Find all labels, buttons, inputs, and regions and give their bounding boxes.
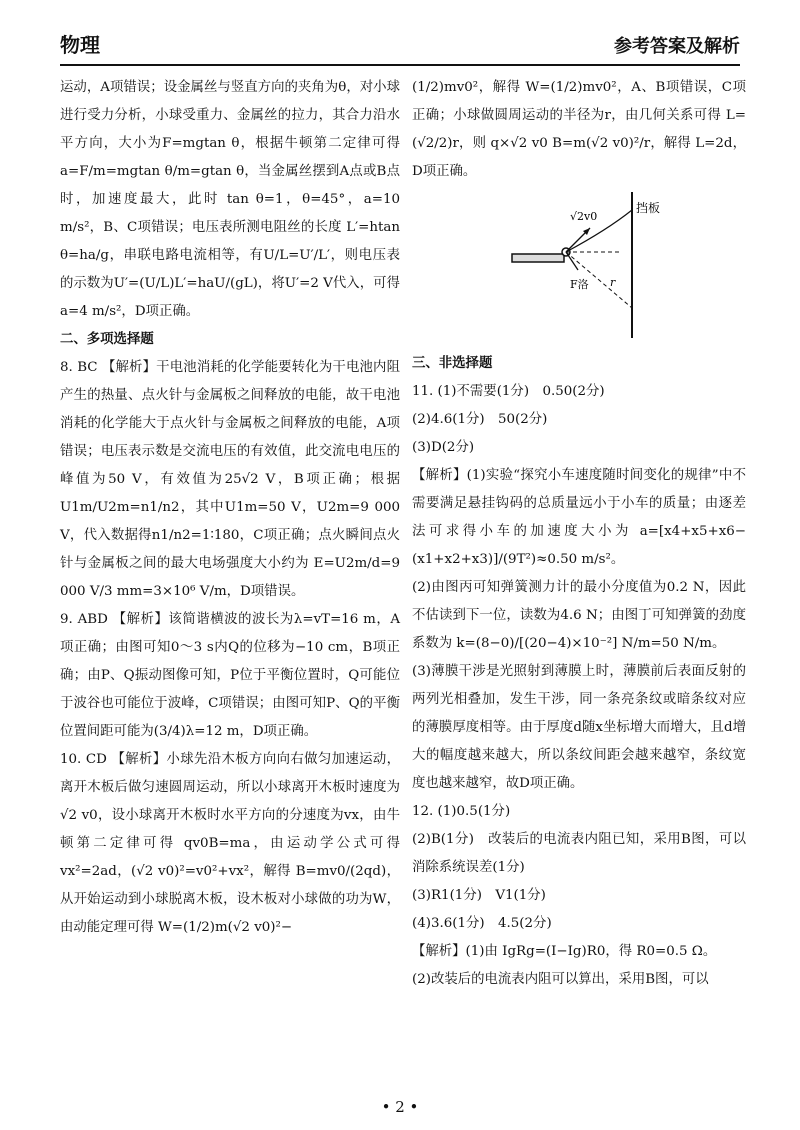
force-label: F洛	[570, 278, 589, 291]
physics-figure	[412, 190, 746, 340]
section-heading-multiple-choice: 二、多项选择题	[60, 332, 154, 347]
page-header	[60, 24, 740, 66]
radius-label: r	[610, 276, 616, 289]
velocity-label: √2v0	[570, 210, 598, 223]
answer-12-2: (2)B(1分) 改装后的电流表内阻已知，采用B图，可以消除系统误差(1分)	[412, 832, 746, 875]
baffle-label: 挡板	[636, 201, 661, 215]
board-diagram	[512, 190, 661, 340]
answer-8: 8. BC 【解析】干电池消耗的化学能要转化为干电池内阻产生的热量、点火针与金属板之间释放的电能，故干电池消耗的化学能大于点火针与金属板之间释放的电能，A项错误；电压表示数是交流电压的有效值，此交流电电压的峰值为50 V，有效值为25√2 V，B项正确；根据U1m/U2m=n1/n2，其中U1m=50 V，U2m=9 000 V，代入数据得n1/n2=1∶180，C项正确；点火瞬间点火针与金属板之间的最大电场强度大小约为 E=U2m/d=9 000 V/3 mm=3×10⁶ V/m，D项错误。	[60, 360, 400, 599]
wooden-board	[512, 254, 564, 262]
analysis-11-3: (3)薄膜干涉是光照射到薄膜上时，薄膜前后表面反射的两列光相叠加，发生干涉，同一条亮条纹或暗条纹对应的薄膜厚度相等。由于厚度d随x坐标增大而增大，且d增大的幅度越来越大，所以条纹间距会越来越窄，条纹宽度也越来越窄，故D项正确。	[412, 664, 746, 791]
answer-12-1: 12. (1)0.5(1分)	[412, 804, 511, 819]
answer-12-3: (3)R1(1分) V1(1分)	[412, 888, 546, 903]
section-heading-non-choice: 三、非选择题	[412, 356, 493, 371]
answer-11-2: (2)4.6(1分) 50(2分)	[412, 412, 548, 427]
answer-12-4: (4)3.6(1分) 4.5(2分)	[412, 916, 552, 931]
left-column	[60, 74, 400, 942]
answer-9: 9. ABD 【解析】该简谐横波的波长为λ=vT=16 m，A项正确；由图可知0～3 s内Q的位移为−10 cm，B项正确；由P、Q振动图像可知，P位于平衡位置时，Q可能位于波谷也可能位于波峰，C项错误；由图可知P、Q的平衡位置间距可能为(3/4)λ=12 m，D项正确。	[60, 612, 400, 739]
right-column	[412, 74, 746, 994]
answer-11-1: 11. (1)不需要(1分) 0.50(2分)	[412, 384, 605, 399]
answer-11-3: (3)D(2分)	[412, 440, 475, 455]
force-arrow	[566, 252, 578, 270]
section-title: 参考答案及解析	[614, 36, 740, 57]
analysis-12-2: (2)改装后的电流表内阻可以算出，采用B图，可以	[412, 972, 709, 987]
subject-title: 物理	[60, 33, 100, 57]
paragraph: 运动，A项错误；设金属丝与竖直方向的夹角为θ，对小球进行受力分析，小球受重力、金属丝的拉力，其合力沿水平方向，大小为F=mgtan θ，根据牛顿第二定律可得 a=F/m=mgtan θ/m=gtan θ，当金属丝摆到A点或B点时，加速度最大，此时 tan θ=1，θ=45°，a=10 m/s²，B、C项错误；电压表所测电阻丝的长度 L′=htan θ=ha/g，串联电路电流相等，有U/L=U′/L′，则电压表的示数为U′=(U/L)L′=haU/(gL)，将U′=2 V代入，可得 a=4 m/s²，D项正确。	[60, 80, 400, 319]
page-number: • 2 •	[381, 1098, 419, 1116]
analysis-11-2: (2)由图丙可知弹簧测力计的最小分度值为0.2 N，因此不估读到下一位，读数为4.6 N；由图丁可知弹簧的劲度系数为 k=(8−0)/[(20−4)×10⁻²] N/m=50 N/m。	[412, 580, 746, 651]
analysis-12-1: 【解析】(1)由 IgRg=(I−Ig)R0，得 R0=0.5 Ω。	[412, 944, 717, 959]
analysis-11-1: 【解析】(1)实验“探究小车速度随时间变化的规律”中不需要满足悬挂钩码的总质量远小于小车的质量；由逐差法可求得小车的加速度大小为 a=[x4+x5+x6−(x1+x2+x3)]/(9T²)≈0.50 m/s²。	[412, 468, 746, 567]
answer-10: 10. CD 【解析】小球先沿木板方向向右做匀加速运动，离开木板后做匀速圆周运动，所以小球离开木板时速度为√2 v0，设小球离开木板时水平方向的分速度为vx，由牛顿第二定律可得 qv0B=ma，由运动学公式可得 vx²=2ad，(√2 v0)²=v0²+vx²，解得 B=mv0/(2qd)，从开始运动到小球脱离木板，设木板对小球做的功为W，由动能定理可得 W=(1/2)m(√2 v0)²−	[60, 752, 400, 935]
paragraph: (1/2)mv0²，解得 W=(1/2)mv0²，A、B项错误，C项正确；小球做圆周运动的半径为r，由几何关系可得 L=(√2/2)r，则 q×√2 v0 B=m(√2 v0)²/r，解得 L=2d，D项正确。	[412, 80, 746, 179]
